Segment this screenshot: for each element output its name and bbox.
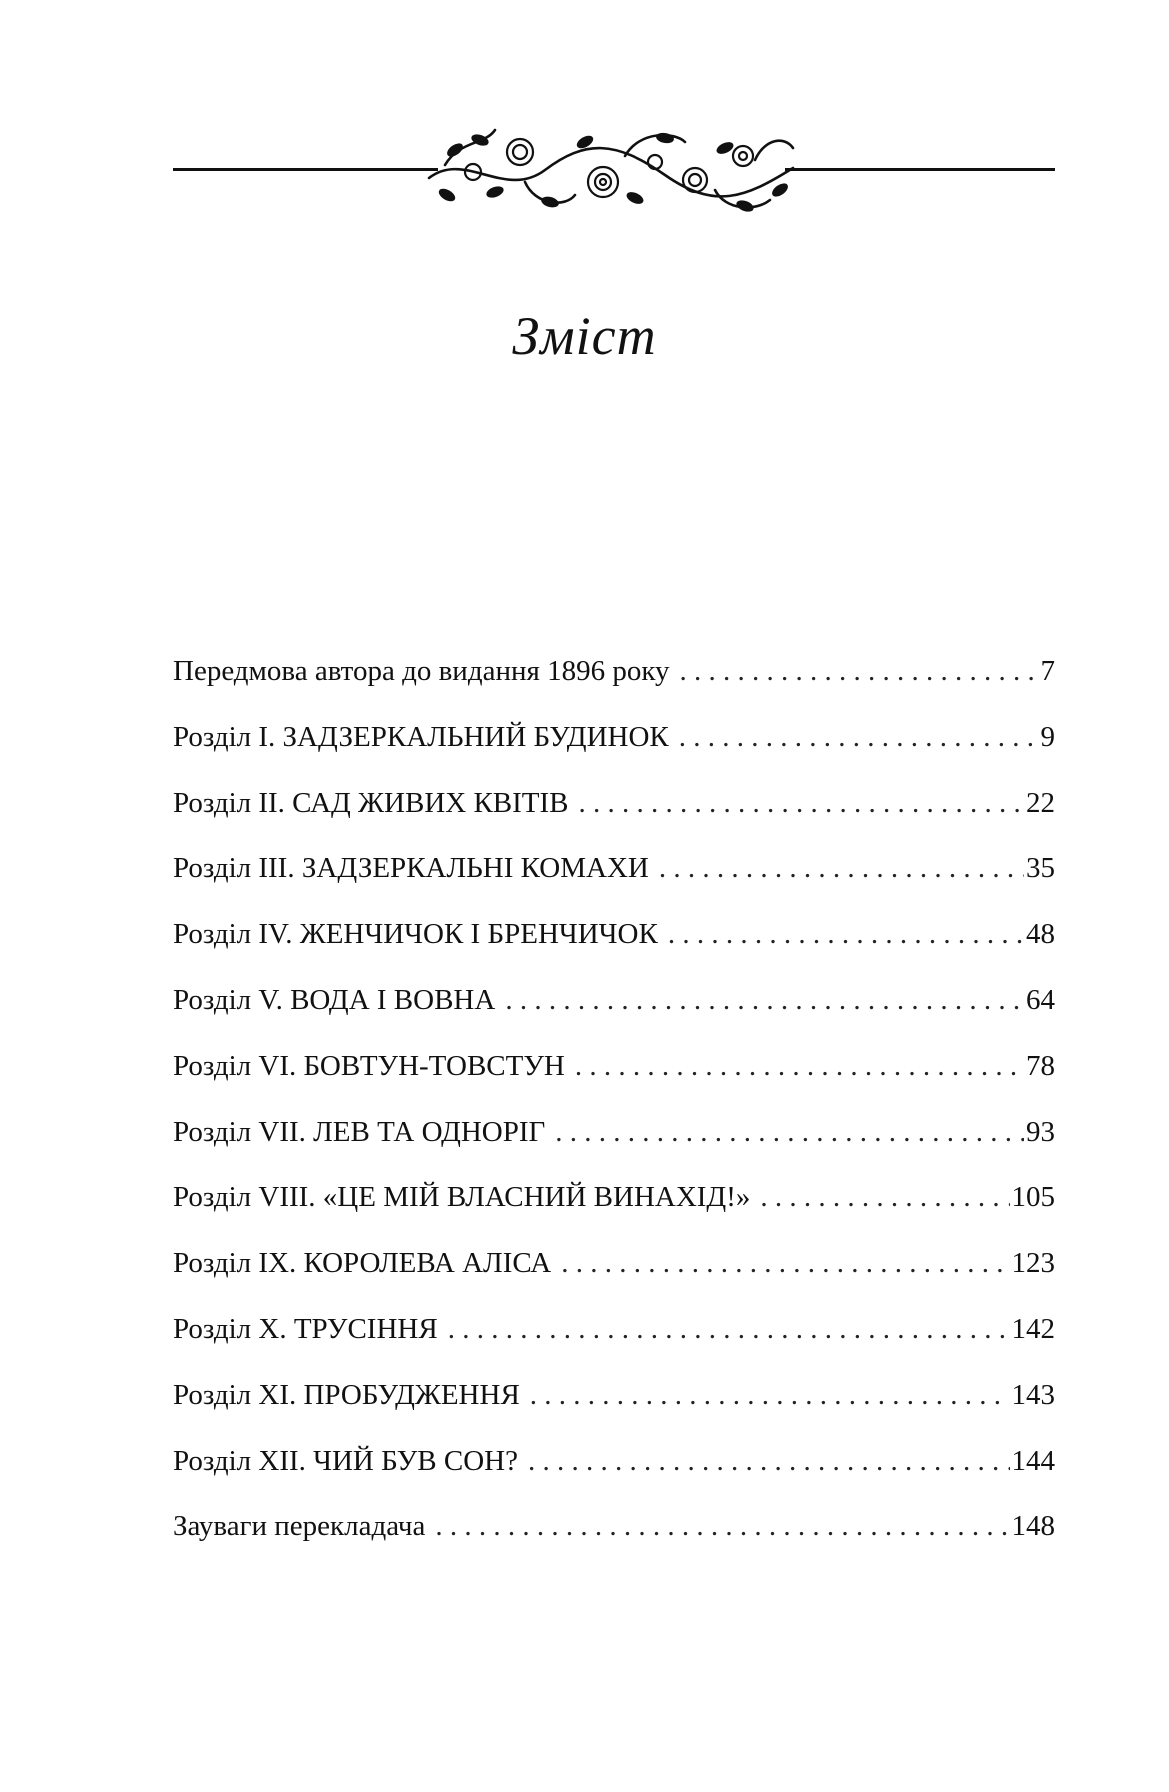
toc-leader-dots xyxy=(505,984,1024,1017)
ornament-rule-right xyxy=(785,168,1055,171)
toc-entry[interactable] xyxy=(173,1050,1055,1116)
toc-entry-page: 93 xyxy=(1026,1115,1055,1148)
toc-entry-page: 123 xyxy=(1011,1247,1055,1280)
toc-leader-dots xyxy=(448,1313,1010,1346)
toc-entry-label: Розділ VI. БОВТУН-ТОВСТУН xyxy=(173,1049,565,1082)
toc-leader-dots xyxy=(435,1510,1009,1543)
toc-entry-label: Розділ XII. ЧИЙ БУВ СОН? xyxy=(173,1444,518,1477)
toc-entry[interactable] xyxy=(173,984,1055,1050)
toc-leader-dots xyxy=(528,1445,1010,1478)
toc-entry-label: Розділ X. ТРУСІННЯ xyxy=(173,1312,438,1345)
toc-leader-dots xyxy=(575,1050,1024,1083)
header-ornament xyxy=(173,120,1055,220)
toc-entry-label: Розділ I. ЗАДЗЕРКАЛЬНИЙ БУДИНОК xyxy=(173,720,669,753)
toc-leader-dots xyxy=(680,655,1039,688)
table-of-contents xyxy=(173,655,1055,1576)
page-title: Зміст xyxy=(512,306,657,366)
toc-leader-dots xyxy=(659,852,1024,885)
toc-entry-page: 105 xyxy=(1011,1181,1055,1214)
toc-entry-page: 9 xyxy=(1040,720,1055,753)
toc-entry-label: Передмова автора до видання 1896 року xyxy=(173,655,670,687)
toc-entry[interactable] xyxy=(173,1313,1055,1379)
toc-leader-dots xyxy=(760,1181,1009,1214)
toc-entry-page: 64 xyxy=(1026,983,1055,1016)
toc-entry[interactable] xyxy=(173,1445,1055,1511)
toc-entry-label: Зауваги перекладача xyxy=(173,1510,426,1543)
toc-entry-page: 143 xyxy=(1011,1378,1055,1411)
toc-entry-page: 78 xyxy=(1026,1049,1055,1082)
toc-entry-label: Розділ V. ВОДА І ВОВНА xyxy=(173,983,496,1016)
toc-entry-page: 7 xyxy=(1040,655,1055,687)
toc-entry-page: 35 xyxy=(1026,852,1055,885)
toc-entry-label: Розділ VIII. «ЦЕ МІЙ ВЛАСНИЙ ВИНАХІД!» xyxy=(173,1181,751,1214)
toc-entry[interactable] xyxy=(173,1510,1055,1576)
toc-entry-page: 48 xyxy=(1026,918,1055,951)
toc-entry[interactable] xyxy=(173,852,1055,918)
toc-leader-dots xyxy=(561,1247,1009,1280)
toc-entry[interactable] xyxy=(173,1379,1055,1445)
toc-entry-page: 142 xyxy=(1011,1312,1055,1345)
ornament-rule-left xyxy=(173,168,438,171)
toc-entry[interactable] xyxy=(173,1181,1055,1247)
toc-entry-label: Розділ III. ЗАДЗЕРКАЛЬНІ КОМАХИ xyxy=(173,852,649,885)
toc-leader-dots xyxy=(555,1116,1024,1149)
toc-entry[interactable] xyxy=(173,1247,1055,1313)
toc-entry-page: 144 xyxy=(1011,1444,1055,1477)
toc-entry-label: Розділ IV. ЖЕНЧИЧОК І БРЕНЧИЧОК xyxy=(173,918,658,951)
toc-leader-dots xyxy=(579,787,1024,820)
toc-entry[interactable] xyxy=(173,1116,1055,1182)
toc-entry-label: Розділ IX. КОРОЛЕВА АЛІСА xyxy=(173,1247,552,1280)
toc-entry-page: 148 xyxy=(1011,1510,1055,1543)
toc-leader-dots xyxy=(668,918,1024,951)
toc-entry[interactable] xyxy=(173,787,1055,853)
toc-leader-dots xyxy=(679,721,1039,754)
toc-entry-label: Розділ VII. ЛЕВ ТА ОДНОРІГ xyxy=(173,1115,546,1148)
toc-entry[interactable] xyxy=(173,655,1055,721)
toc-entry-label: Розділ XI. ПРОБУДЖЕННЯ xyxy=(173,1378,520,1411)
toc-entry[interactable] xyxy=(173,721,1055,787)
toc-leader-dots xyxy=(530,1379,1010,1412)
toc-entry-label: Розділ II. САД ЖИВИХ КВІТІВ xyxy=(173,786,569,819)
toc-entry-page: 22 xyxy=(1026,786,1055,819)
floral-vine-icon xyxy=(425,120,798,220)
toc-entry[interactable] xyxy=(173,918,1055,984)
